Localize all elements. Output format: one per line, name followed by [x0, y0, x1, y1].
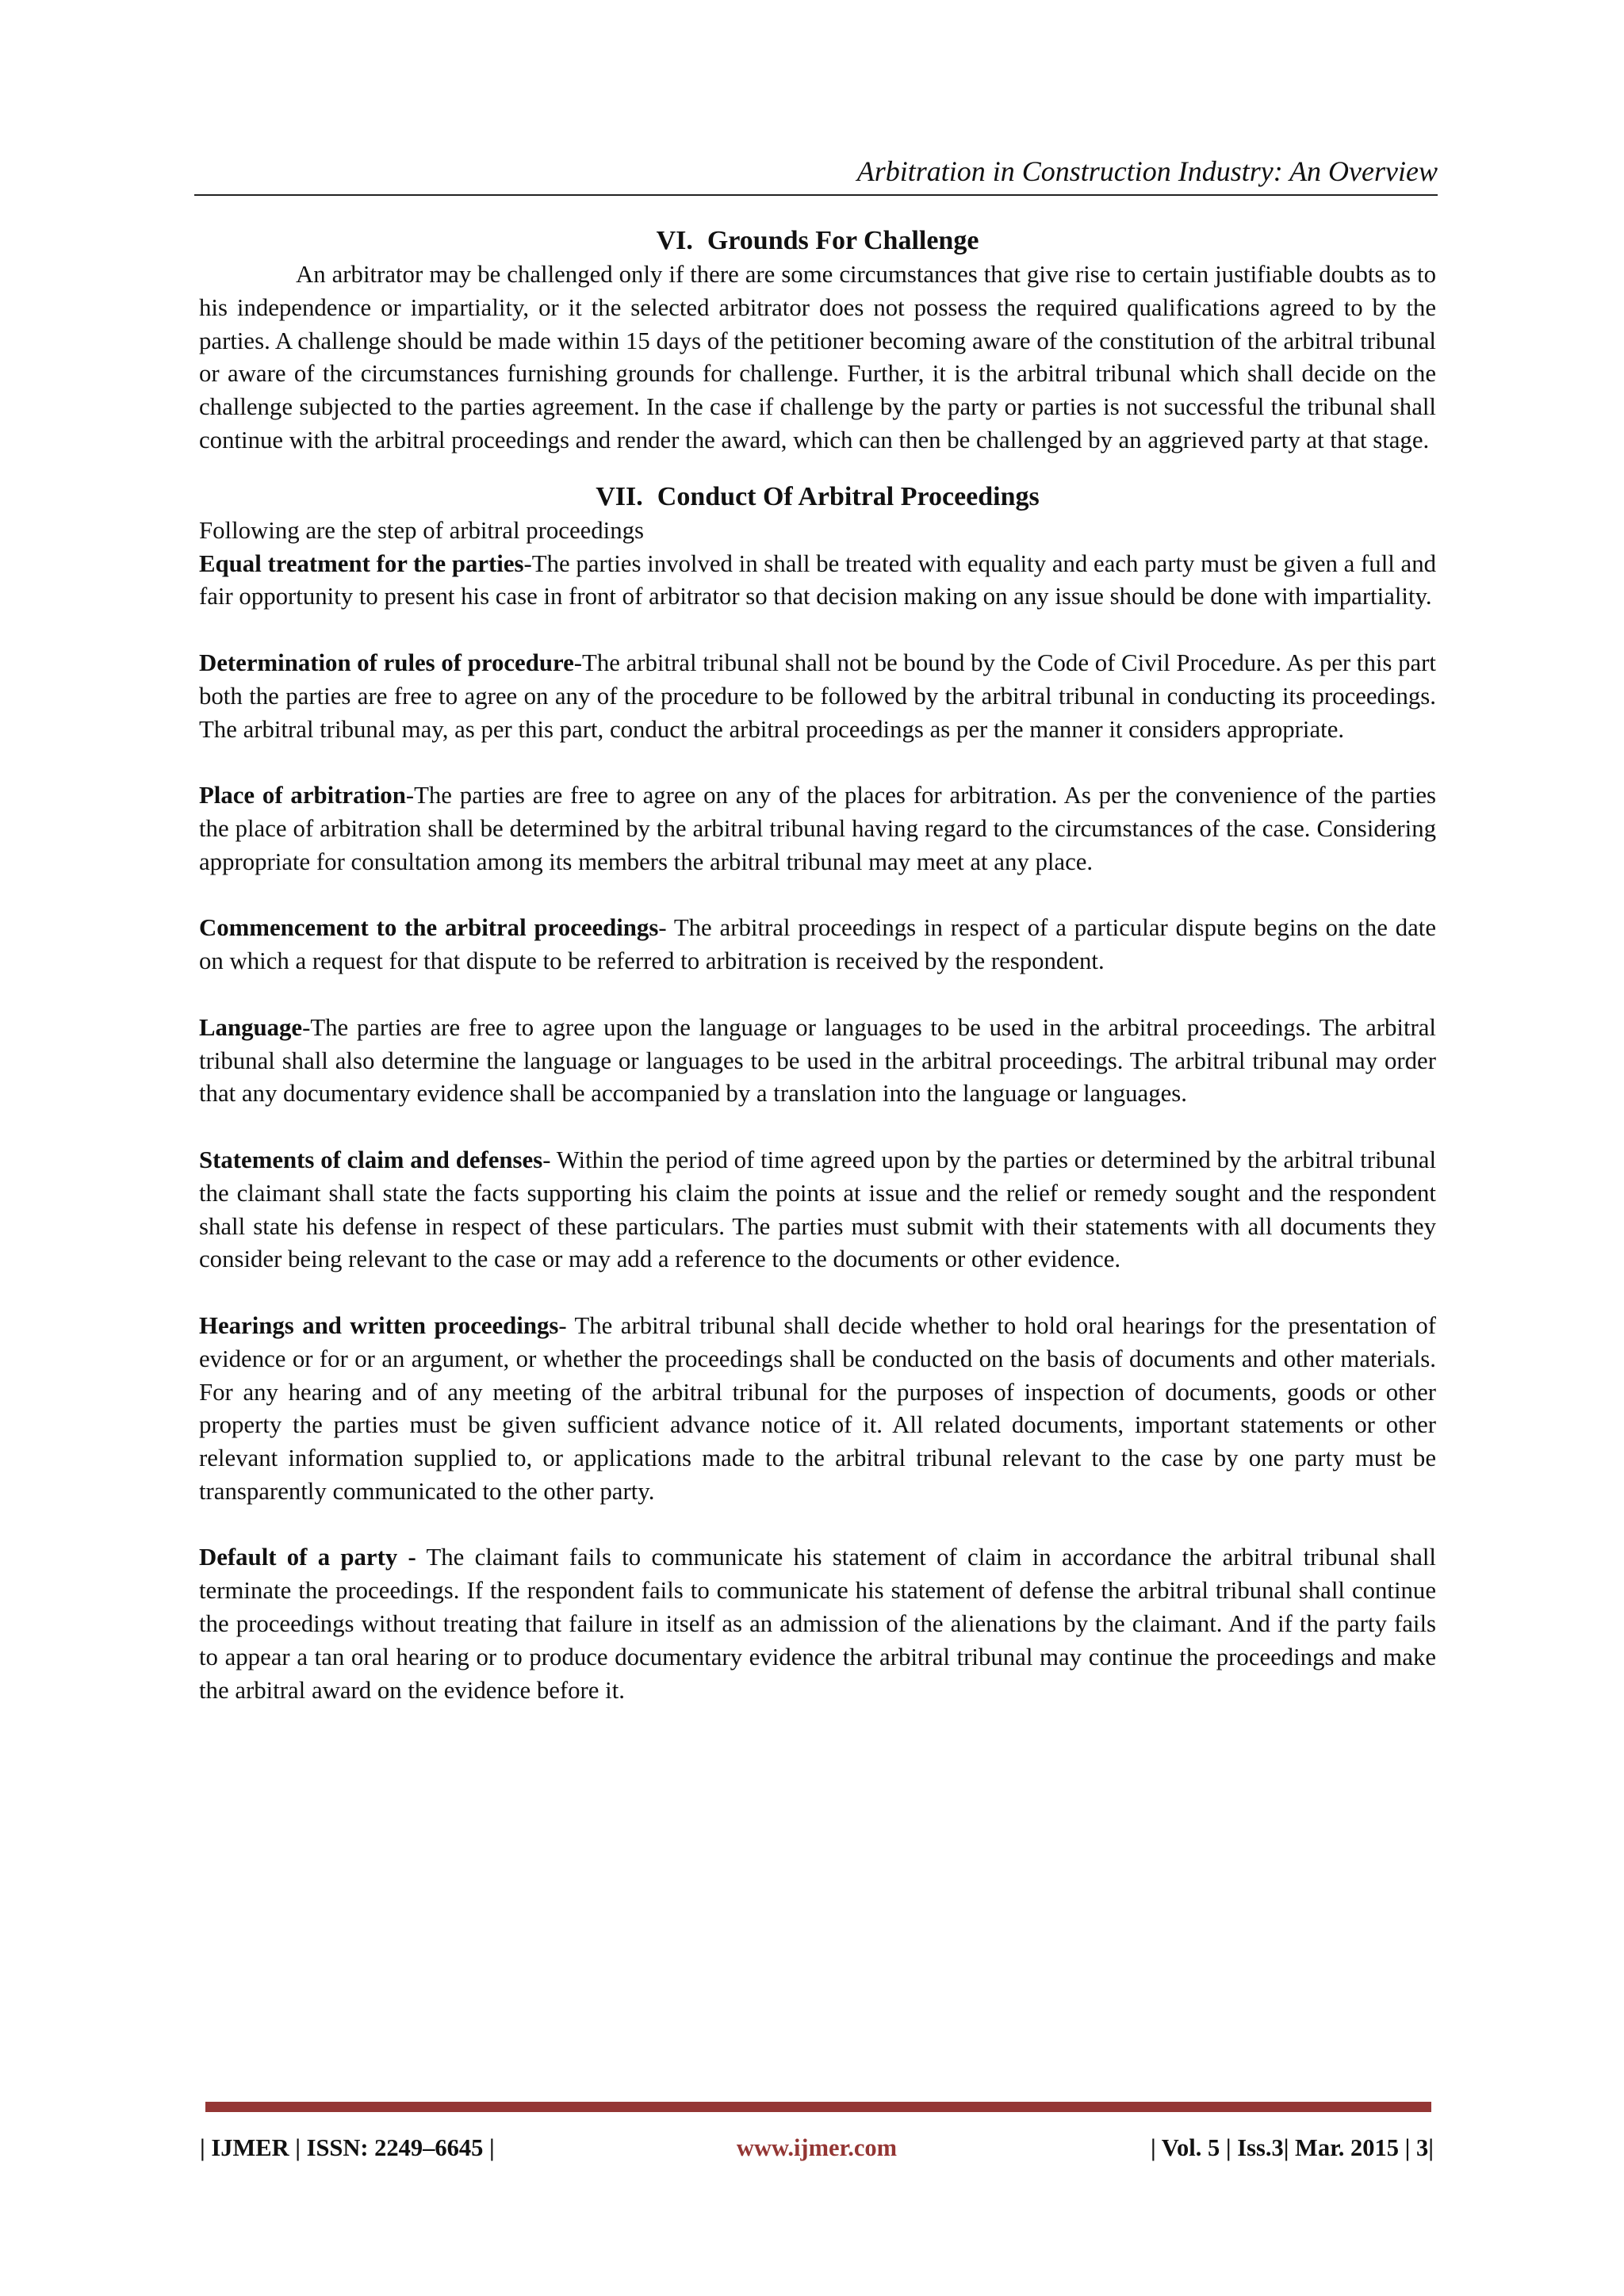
item-rules-of-procedure — [199, 647, 1436, 746]
item-lead: Hearings and written proceedings — [199, 1311, 559, 1339]
item-lead: Language — [199, 1013, 303, 1041]
section-heading-grounds-for-challenge — [199, 224, 1436, 258]
item-text: -The parties are free to agree on any of the places for arbitration. As per the convenience of the parties the place of arbitration shall be determined by the arbitral tribunal having regard to the circumstances of the case. Considering appropriate for consultation among its members the arbitral tribunal may meet at any place. — [199, 782, 1436, 875]
item-lead: Statements of claim and defenses — [199, 1146, 543, 1173]
footer-website-link[interactable]: www.ijmer.com — [736, 2134, 898, 2161]
page-footer — [200, 2130, 1434, 2166]
item-lead: Place of arbitration — [199, 782, 406, 809]
section-title: Grounds For Challenge — [707, 226, 979, 255]
item-text: -The parties involved in shall be treated with equality and each party must be given a full and fair opportunity to present his case in front of arbitrator so that decision making on any issue should be done with impartiality. — [199, 549, 1436, 610]
item-text: - Within the period of time agreed upon by the parties or determined by the arbitral tribunal the claimant shall state the facts supporting his claim the points at issue and the relief or remedy sought and the respondent shall state his defense in respect of these particulars. The parties must submit with their statements with all documents they consider being relevant to the case or may add a reference to the documents or other evidence. — [199, 1146, 1437, 1273]
item-text: - The arbitral tribunal shall decide whether to hold oral hearings for the presentation of evidence or for or an argument, or whether the proceedings shall be conducted on the basis of documents and other materials. For any hearing and of any meeting of the arbitral tribunal for the purposes of inspection of documents, goods or other property the parties must be given sufficient advance notice of it. All related documents, important statements or other relevant information supplied to, or applications made to the arbitral tribunal relevant to the case by one party must be transparently communicated to the other party. — [199, 1311, 1436, 1505]
item-hearings — [199, 1310, 1436, 1509]
section-title: Conduct Of Arbitral Proceedings — [657, 481, 1040, 511]
grounds-for-challenge-paragraph: An arbitrator may be challenged only if there are some circumstances that give rise to certain justifiable doubts as to his independence or impartiality, or it the selected arbitrator does not possess the required qualifications agreed to by the parties. A challenge should be made within 15 days of the petitioner becoming aware of the constitution of the arbitral tribunal or aware of the circumstances furnishing grounds for challenge. Further, it is the arbitral tribunal which shall decide on the challenge subjected to the parties agreement. In the case if challenge by the party or parties is not successful the tribunal shall continue with the arbitral proceedings and render the award, which can then be challenged by an aggrieved party at that stage. — [199, 261, 1436, 453]
item-lead: Commencement to the arbitral proceedings — [199, 914, 659, 942]
section-heading-conduct-of-arbitral-proceedings — [199, 480, 1436, 515]
item-lead: Determination of rules of procedure — [199, 649, 574, 676]
item-text: The claimant fails to communicate his statement of claim in accordance the arbitral tribunal shall terminate the proceedings. If the respondent fails to communicate his statement of defense the arbitral tribunal shall continue the proceedings without treating that failure in itself as an admission of the alienations by the claimant. And if the party fails to appear a tan oral hearing or to produce documentary evidence the arbitral tribunal may continue the proceedings and make the arbitral award on the evidence before it. — [199, 1544, 1436, 1704]
footer-rule — [205, 2102, 1431, 2112]
item-equal-treatment — [199, 548, 1436, 614]
item-text: - The arbitral proceedings in respect of a particular dispute begins on the date on which a request for that dispute to be referred to arbitration is received by the respondent. — [199, 914, 1436, 975]
section-number: VII. — [596, 481, 643, 511]
running-header-title: Arbitration in Construction Industry: An Overview — [856, 155, 1438, 187]
footer-volume-page: | Vol. 5 | Iss.3| Mar. 2015 | 3| — [1151, 2134, 1434, 2161]
item-statements-of-claim — [199, 1144, 1436, 1276]
footer-journal-issn: | IJMER | ISSN: 2249–6645 | — [200, 2134, 495, 2161]
conduct-intro: Following are the step of arbitral proceedings — [199, 516, 645, 544]
section-number: VI. — [656, 226, 693, 255]
item-default-of-party — [199, 1541, 1436, 1707]
item-place-of-arbitration — [199, 779, 1436, 878]
header-divider — [194, 194, 1438, 196]
item-language — [199, 1012, 1436, 1111]
item-lead: Default of a party - — [199, 1544, 416, 1571]
item-text: -The arbitral tribunal shall not be bound by the Code of Civil Procedure. As per this part both the parties are free to agree on any of the procedure to be followed by the arbitral tribunal in conducting its proceedings. The arbitral tribunal may, as per this part, conduct the arbitral proceedings as per the manner it considers appropriate. — [199, 649, 1436, 743]
item-commencement — [199, 912, 1436, 978]
item-text: -The parties are free to agree upon the language or languages to be used in the arbitral proceedings. The arbitral tribunal shall also determine the language or languages to be used in the arbitral proceedings. The arbitral tribunal may order that any documentary evidence shall be accompanied by a translation into the language or languages. — [199, 1013, 1436, 1108]
item-lead: Equal treatment for the parties — [199, 549, 524, 577]
page-body — [199, 224, 1436, 1707]
